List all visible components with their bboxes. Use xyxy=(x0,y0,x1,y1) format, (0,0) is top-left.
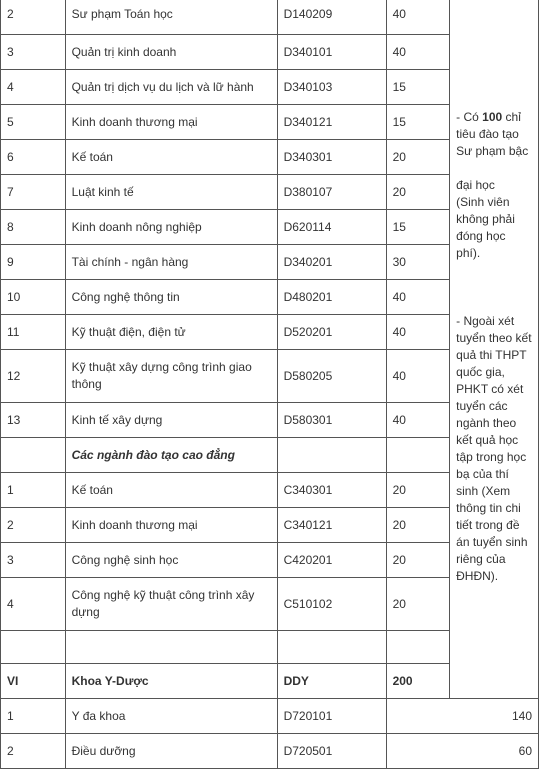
major-name: Y đa khoa xyxy=(65,699,277,734)
major-name: Tài chính - ngân hàng xyxy=(65,245,277,280)
empty-cell xyxy=(277,631,386,664)
major-quota: 20 xyxy=(386,473,450,508)
major-quota: 140 xyxy=(386,699,538,734)
major-code: D340301 xyxy=(277,140,386,175)
major-quota: 60 xyxy=(386,734,538,769)
major-code: D480201 xyxy=(277,280,386,315)
table-row xyxy=(1,734,539,769)
row-number: 2 xyxy=(1,508,66,543)
major-quota: 15 xyxy=(386,70,450,105)
empty-cell xyxy=(277,438,386,473)
major-quota: 40 xyxy=(386,350,450,403)
row-number: 2 xyxy=(1,734,66,769)
major-code: D720101 xyxy=(277,699,386,734)
major-code: C340121 xyxy=(277,508,386,543)
major-code: C340301 xyxy=(277,473,386,508)
major-name: Kinh doanh thương mại xyxy=(65,105,277,140)
major-name: Kinh doanh thương mại xyxy=(65,508,277,543)
major-name: Quản trị dịch vụ du lịch và lữ hành xyxy=(65,70,277,105)
major-name: Luật kinh tế xyxy=(65,175,277,210)
faculty-number: VI xyxy=(1,664,66,699)
row-number: 13 xyxy=(1,403,66,438)
major-quota: 40 xyxy=(386,403,450,438)
row-number: 11 xyxy=(1,315,66,350)
row-number: 12 xyxy=(1,350,66,403)
major-code: D340201 xyxy=(277,245,386,280)
row-number: 4 xyxy=(1,578,66,631)
table-row xyxy=(1,0,539,35)
major-name: Công nghệ kỹ thuật công trình xây dựng xyxy=(65,578,277,631)
note-spacer xyxy=(456,279,532,296)
row-number: 6 xyxy=(1,140,66,175)
row-number: 1 xyxy=(1,699,66,734)
major-name: Điều dưỡng xyxy=(65,734,277,769)
empty-cell xyxy=(1,631,66,664)
major-quota: 20 xyxy=(386,140,450,175)
major-code: D380107 xyxy=(277,175,386,210)
note-admission-method: - Ngoài xét tuyển theo kết quả thi THPT quốc gia, PHKT có xét tuyển các ngành theo kết quả học tập trong học bạ của thí sinh (Xem thông tin chi tiết trong đề án tuyển sinh riêng của ĐHĐN). xyxy=(456,313,532,583)
note-quota-line xyxy=(456,109,532,160)
empty-cell xyxy=(1,438,66,473)
note-spacer xyxy=(456,296,532,313)
major-code: C420201 xyxy=(277,543,386,578)
major-code: D580205 xyxy=(277,350,386,403)
major-quota: 15 xyxy=(386,210,450,245)
row-number: 3 xyxy=(1,543,66,578)
major-code: D720501 xyxy=(277,734,386,769)
faculty-quota: 200 xyxy=(386,664,450,699)
major-code: D520201 xyxy=(277,315,386,350)
major-code: D580301 xyxy=(277,403,386,438)
note-spacer xyxy=(456,262,532,279)
row-number: 3 xyxy=(1,35,66,70)
major-code: D340121 xyxy=(277,105,386,140)
row-number: 7 xyxy=(1,175,66,210)
empty-cell xyxy=(386,438,450,473)
faculty-name: Khoa Y-Dược xyxy=(65,664,277,699)
major-quota: 15 xyxy=(386,105,450,140)
major-code: D620114 xyxy=(277,210,386,245)
note-tuition: (Sinh viên không phải đóng học phí). xyxy=(456,194,515,260)
major-name: Kỹ thuật xây dựng công trình giao thông xyxy=(65,350,277,403)
note-quota-suffix: chỉ tiêu đào tạo Sư phạm bậc xyxy=(456,109,529,158)
note-quota-number: 100 xyxy=(482,109,503,124)
major-quota: 40 xyxy=(386,35,450,70)
major-quota: 30 xyxy=(386,245,450,280)
major-quota: 20 xyxy=(386,508,450,543)
empty-cell xyxy=(65,631,277,664)
row-number: 5 xyxy=(1,105,66,140)
major-quota: 40 xyxy=(386,315,450,350)
major-name: Kinh tế xây dựng xyxy=(65,403,277,438)
major-code: D140209 xyxy=(277,0,386,35)
row-number: 1 xyxy=(1,473,66,508)
major-code: D340101 xyxy=(277,35,386,70)
row-number: 8 xyxy=(1,210,66,245)
row-number: 9 xyxy=(1,245,66,280)
major-quota: 20 xyxy=(386,175,450,210)
major-name: Kế toán xyxy=(65,473,277,508)
major-quota: 20 xyxy=(386,578,450,631)
major-name: Kinh doanh nông nghiệp xyxy=(65,210,277,245)
row-number: 2 xyxy=(1,0,66,35)
empty-cell xyxy=(386,631,450,664)
faculty-code: DDY xyxy=(277,664,386,699)
table-row xyxy=(1,699,539,734)
major-name: Công nghệ sinh học xyxy=(65,543,277,578)
admissions-table-body xyxy=(1,0,539,769)
note-spacer xyxy=(456,160,532,177)
note-quota-prefix: - Có xyxy=(456,109,483,124)
major-quota: 20 xyxy=(386,543,450,578)
college-section-header: Các ngành đào tạo cao đẳng xyxy=(65,438,277,473)
major-name: Kỹ thuật điện, điện tử xyxy=(65,315,277,350)
note-level: đại học xyxy=(456,177,495,192)
major-quota: 40 xyxy=(386,0,450,35)
major-code: C510102 xyxy=(277,578,386,631)
major-name: Quản trị kinh doanh xyxy=(65,35,277,70)
row-number: 4 xyxy=(1,70,66,105)
major-name: Sư phạm Toán học xyxy=(65,0,277,35)
row-number: 10 xyxy=(1,280,66,315)
major-quota: 40 xyxy=(386,280,450,315)
major-name: Kế toán xyxy=(65,140,277,175)
major-name: Công nghệ thông tin xyxy=(65,280,277,315)
major-code: D340103 xyxy=(277,70,386,105)
notes-cell xyxy=(450,0,539,699)
